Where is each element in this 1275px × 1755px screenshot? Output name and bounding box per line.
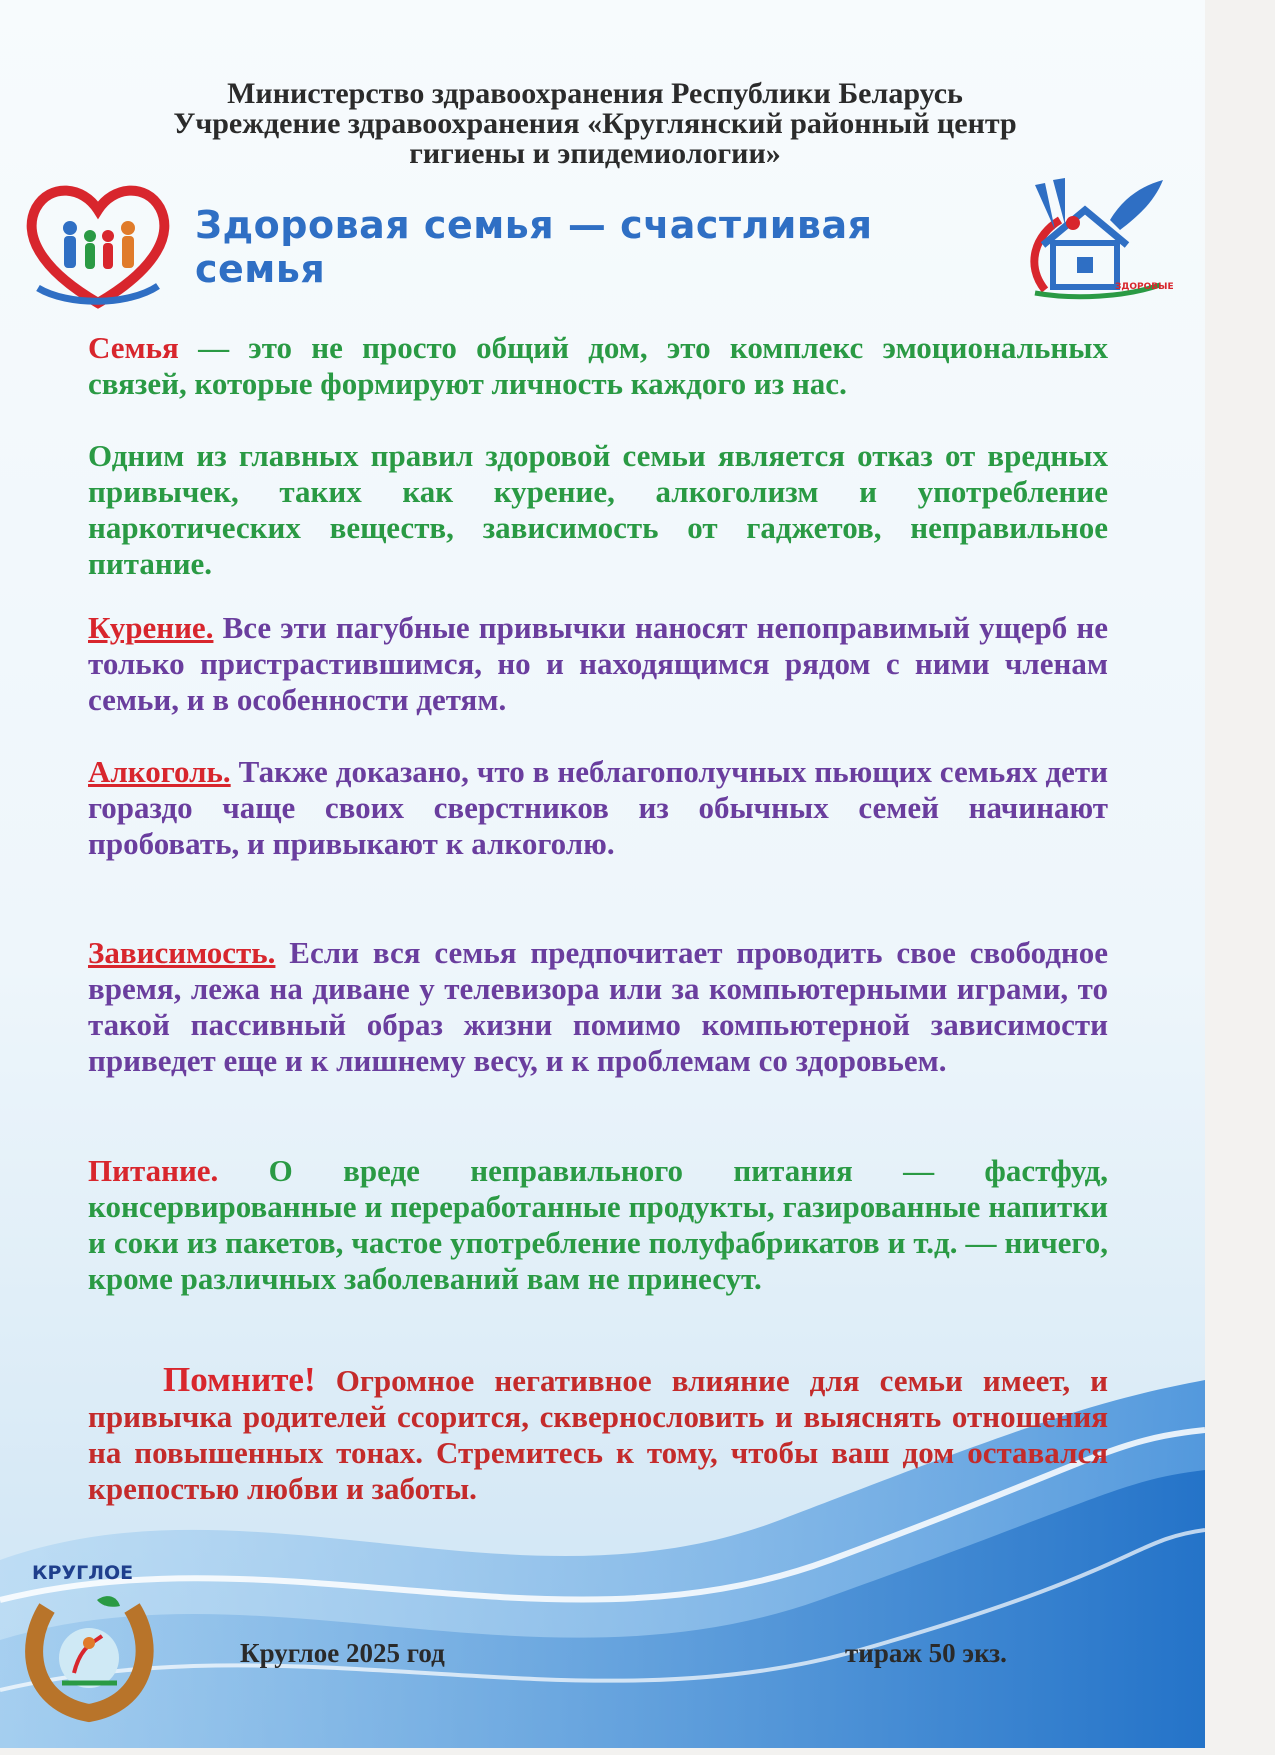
smoking-keyword: Курение. [88, 610, 214, 645]
horseshoe-seal-logo-icon [22, 1588, 157, 1723]
rules-paragraph: Одним из главных правил здоровой семьи является отказ от вредных привычек, таких как курение, алкоголизм и употребление наркотических веществ, зависимость от гаджетов, неправильное питание. [88, 438, 1108, 581]
addiction-paragraph [88, 935, 1108, 1079]
smoking-text: Все эти пагубные привычки наносят непоправимый ущерб не только пристрастившимся, но и находящимся рядом с ними членам семьи, и в особенности детям. [88, 610, 1108, 717]
addiction-text: Если вся семья предпочитает проводить свое свободное время, лежа на диване у телевизора или за компьютерными играми, то такой пассивный образ жизни помимо компьютерной зависимости приведет еще и к лишнему весу, и к проблемам со здоровьем. [88, 935, 1109, 1078]
remember-paragraph [88, 1362, 1108, 1507]
remember-text: Огромное негативное влияние для семьи имеет, и привычка родителей ссорится, сквернословить и выяснять отношения на повышенных тонах. Стремитесь к тому, чтобы ваш дом оставался крепостью любви и заботы. [88, 1363, 1108, 1506]
institution-name-cont: гигиены и эпидемиологии» [409, 137, 781, 170]
institution-name: Учреждение здравоохранения «Круглянский районный центр [173, 107, 1017, 140]
nutrition-text: О вреде неправильного питания — фастфуд, консервированные и переработанные продукты, газированные напитки и соки из пакетов, частое употребление полуфабрикатов и т.д. — ничего, кроме различных заболеваний вам не принесут. [88, 1153, 1109, 1296]
alcohol-text: Также доказано, что в неблагополучных пьющих семьях дети гораздо чаще своих сверстников из обычных семей начинают пробовать, и привыкают к алкоголю. [88, 754, 1109, 861]
addiction-keyword: Зависимость. [88, 935, 276, 970]
nutrition-paragraph [88, 1153, 1108, 1297]
alcohol-paragraph [88, 754, 1108, 862]
family-keyword: Семья [88, 330, 179, 365]
healthy-cities-caption: ЗДОРОВЫЕ [1115, 282, 1174, 292]
healthy-cities-logo [1015, 175, 1174, 315]
smoking-paragraph [88, 610, 1108, 718]
circulation: тираж 50 экз. [845, 1638, 1007, 1668]
family-text: — это не просто общий дом, это комплекс эмоциональных связей, которые формируют личность каждого из нас. [88, 330, 1108, 401]
family-paragraph [88, 330, 1108, 402]
seal-label: КРУГЛОЕ [32, 1562, 134, 1584]
alcohol-keyword: Алкоголь. [88, 754, 231, 789]
ministry-name: Министерство здравоохранения Республики Беларусь [227, 77, 963, 110]
slogan-heading: Здоровая семья — счастливая семья [195, 203, 873, 291]
family-heart-logo-icon [18, 178, 178, 313]
remember-keyword: Помните! [163, 1360, 316, 1399]
nutrition-keyword: Питание. [88, 1153, 219, 1188]
place-and-year: Круглое 2025 год [240, 1638, 445, 1668]
